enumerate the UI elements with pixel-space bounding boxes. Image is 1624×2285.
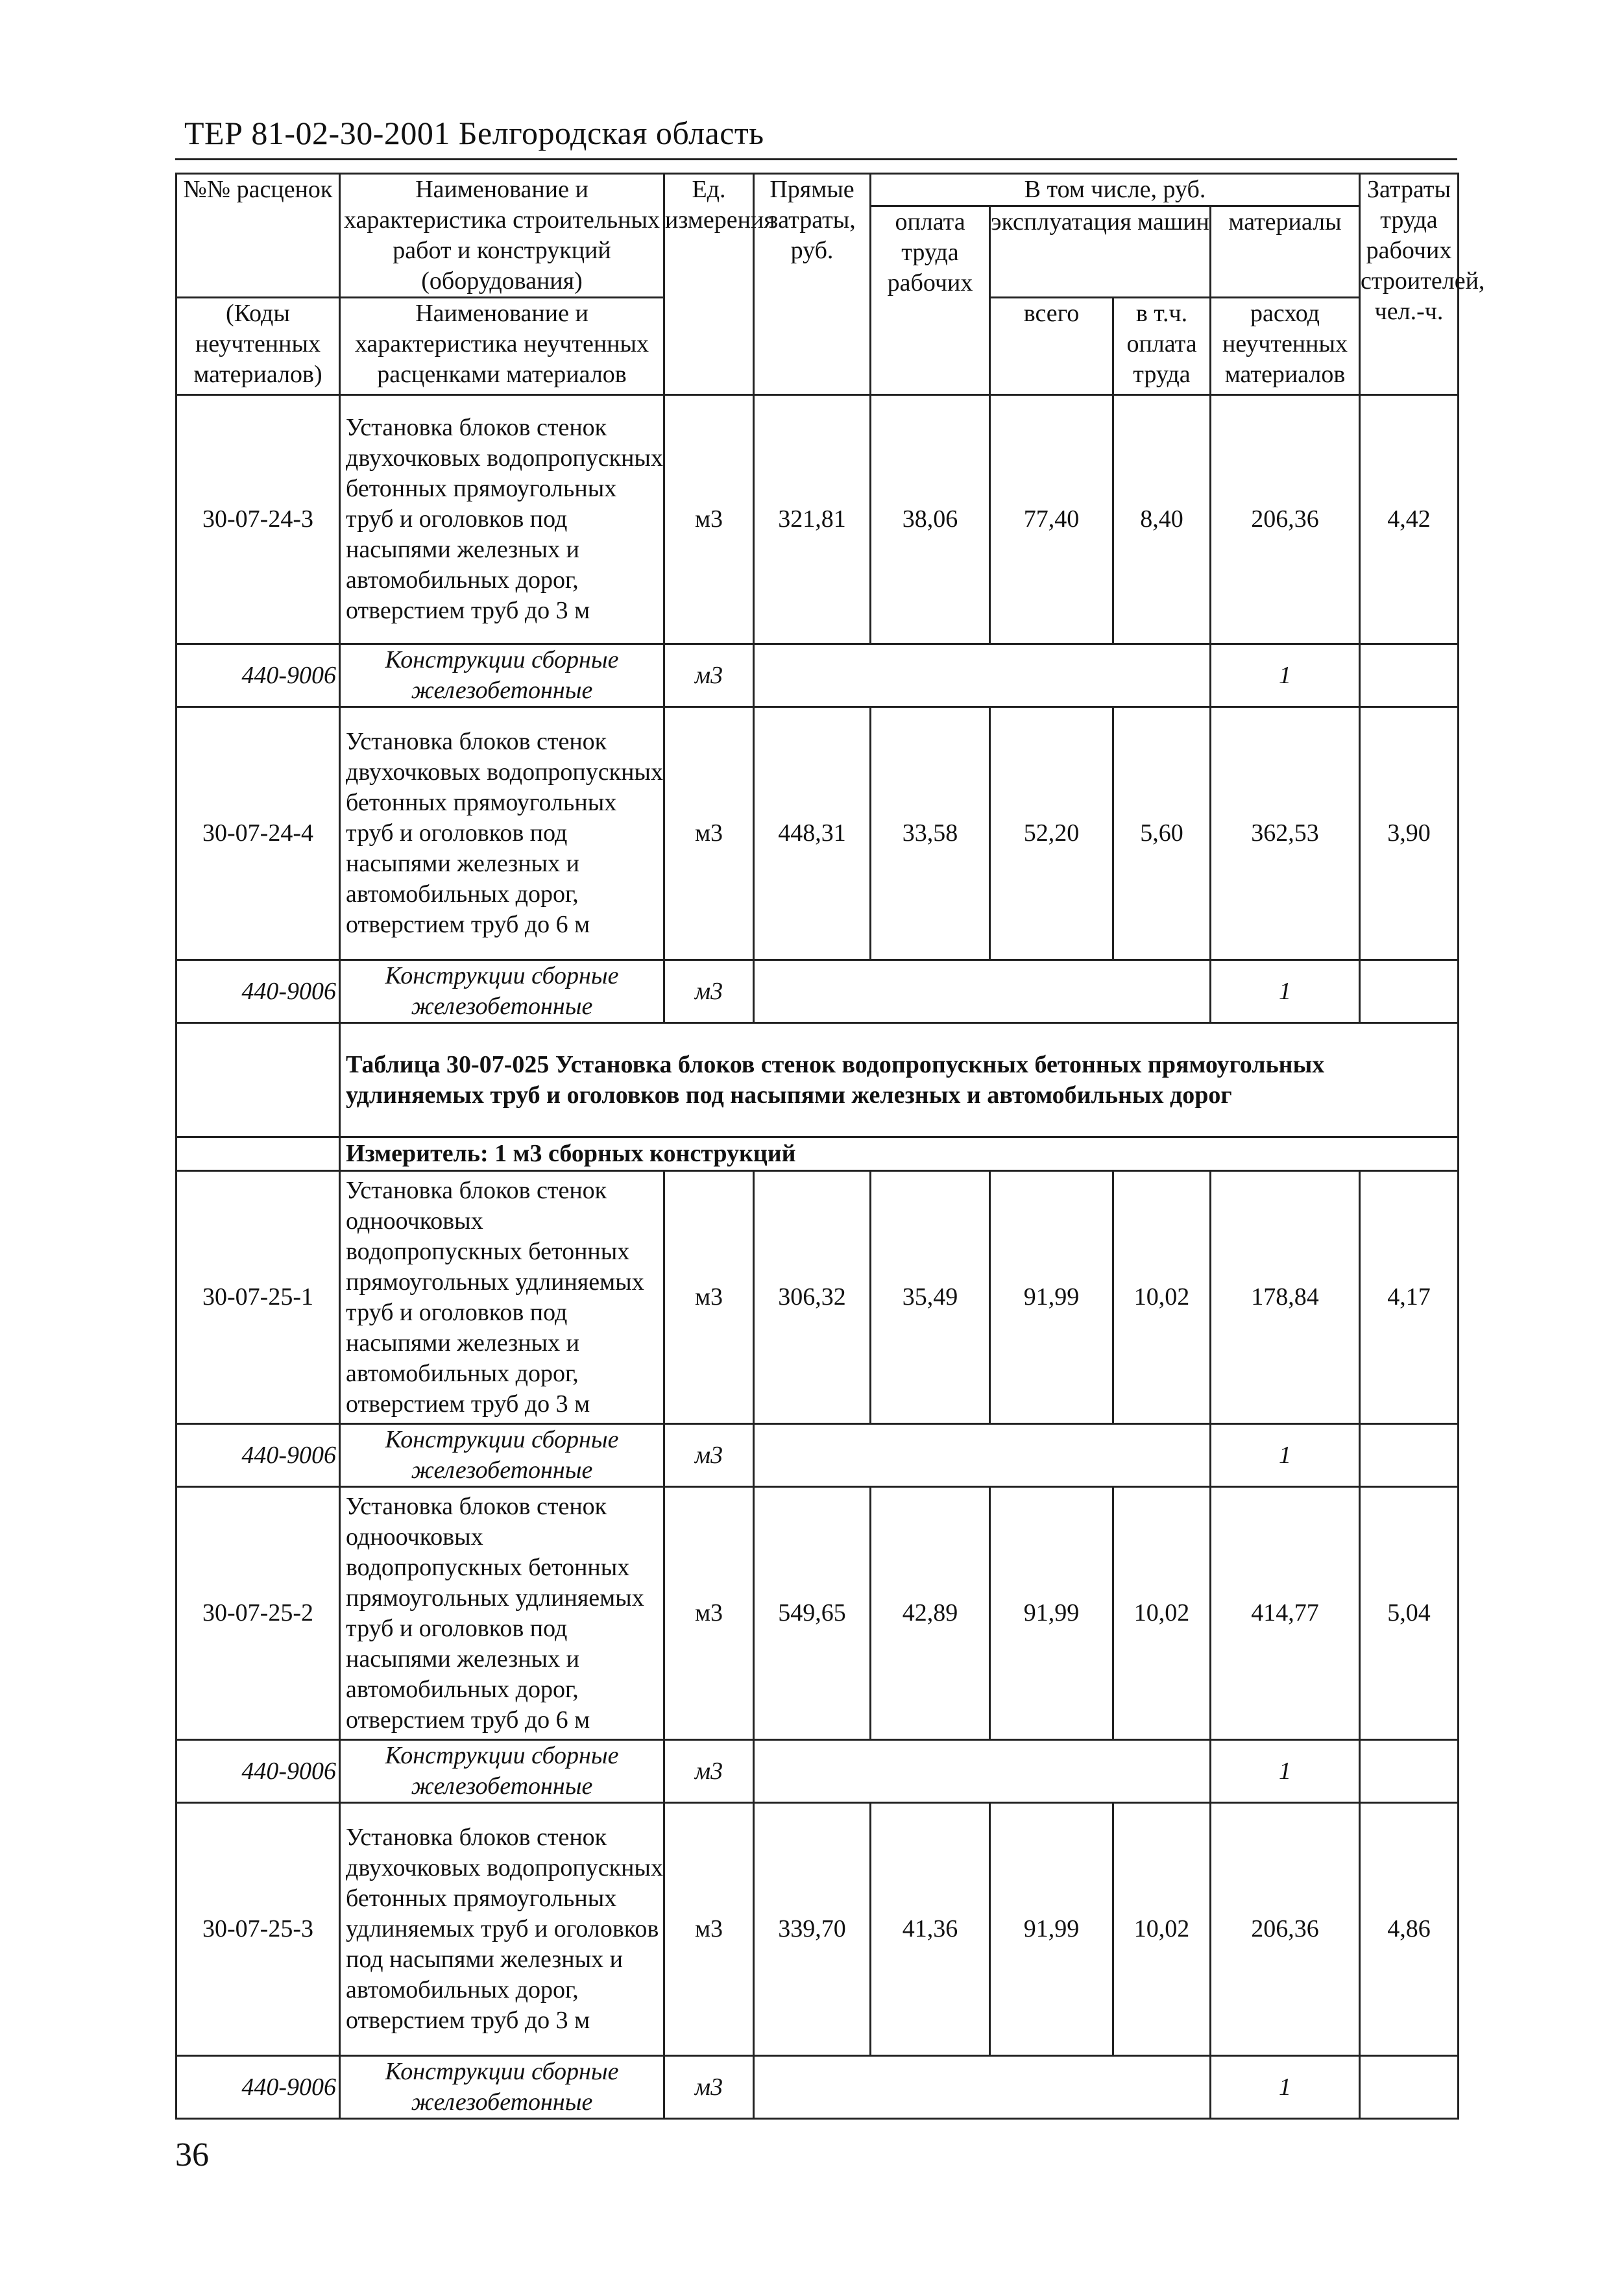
material-row <box>176 1424 1459 1487</box>
col-header-code: №№ расценок <box>176 174 340 298</box>
row-materials: 206,36 <box>1211 1803 1360 2056</box>
col-header-materials: материалы <box>1211 206 1360 298</box>
material-qty: 1 <box>1211 1740 1360 1803</box>
material-labor-empty <box>1360 1424 1459 1487</box>
material-labor-empty <box>1360 1740 1459 1803</box>
material-code: 440-9006 <box>176 1424 340 1487</box>
material-row <box>176 2056 1459 2119</box>
row-name: Установка блоков стенок двухочковых водопропускных бетонных прямоугольных труб и оголовков под насыпями железных и автомобильных дорог, отверстием труб до 6 м <box>340 707 664 960</box>
material-labor-empty <box>1360 960 1459 1023</box>
row-wages: 33,58 <box>871 707 990 960</box>
table-row <box>176 1803 1459 2056</box>
row-name: Установка блоков стенок одноочковых водопропускных бетонных прямоугольных удлиняемых труб и оголовков под насыпями железных и автомобильных дорог, отверстием труб до 3 м <box>340 1171 664 1424</box>
row-direct: 549,65 <box>754 1487 871 1740</box>
row-name: Установка блоков стенок одноочковых водопропускных бетонных прямоугольных удлиняемых труб и оголовков под насыпями железных и автомобильных дорог, отверстием труб до 6 м <box>340 1487 664 1740</box>
material-row <box>176 1740 1459 1803</box>
material-labor-empty <box>1360 644 1459 707</box>
material-unit: м3 <box>664 644 754 707</box>
row-unit: м3 <box>664 1171 754 1424</box>
col-header-code-alt: (Коды неучтенных материалов) <box>176 298 340 395</box>
row-wages: 35,49 <box>871 1171 990 1424</box>
row-wages: 42,89 <box>871 1487 990 1740</box>
row-machines: 52,20 <box>990 707 1113 960</box>
row-machines-wages: 5,60 <box>1113 707 1211 960</box>
row-code: 30-07-25-2 <box>176 1487 340 1740</box>
row-direct: 306,32 <box>754 1171 871 1424</box>
table-row <box>176 1487 1459 1740</box>
material-name: Конструкции сборные железобетонные <box>340 1740 664 1803</box>
col-header-materials-alt: расход неучтенных материалов <box>1211 298 1360 395</box>
material-name: Конструкции сборные железобетонные <box>340 960 664 1023</box>
row-code: 30-07-24-4 <box>176 707 340 960</box>
material-labor-empty <box>1360 2056 1459 2119</box>
row-unit: м3 <box>664 707 754 960</box>
material-code: 440-9006 <box>176 644 340 707</box>
col-header-incl: В том числе, руб. <box>871 174 1360 206</box>
row-direct: 339,70 <box>754 1803 871 2056</box>
material-empty <box>754 2056 1211 2119</box>
col-header-labor: Затраты труда рабочих строителей, чел.-ч. <box>1360 174 1459 395</box>
row-name: Установка блоков стенок двухочковых водопропускных бетонных прямоугольных труб и оголовков под насыпями железных и автомобильных дорог, отверстием труб до 3 м <box>340 395 664 644</box>
row-wages: 41,36 <box>871 1803 990 2056</box>
col-header-direct: Прямые затраты, руб. <box>754 174 871 395</box>
row-unit: м3 <box>664 395 754 644</box>
material-qty: 1 <box>1211 2056 1360 2119</box>
section-title: Таблица 30-07-025 Установка блоков стенок водопропускных бетонных прямоугольных удлиняемых труб и оголовков под насыпями железных и автомобильных дорог <box>340 1023 1459 1137</box>
material-code: 440-9006 <box>176 2056 340 2119</box>
material-empty <box>754 1740 1211 1803</box>
material-qty: 1 <box>1211 644 1360 707</box>
row-labor: 4,42 <box>1360 395 1459 644</box>
material-empty <box>754 960 1211 1023</box>
col-header-wages: оплата труда рабочих <box>871 206 990 395</box>
material-code: 440-9006 <box>176 960 340 1023</box>
material-unit: м3 <box>664 1740 754 1803</box>
row-code: 30-07-24-3 <box>176 395 340 644</box>
material-empty <box>754 644 1211 707</box>
material-qty: 1 <box>1211 960 1360 1023</box>
material-name: Конструкции сборные железобетонные <box>340 644 664 707</box>
price-table <box>175 173 1485 2120</box>
material-name: Конструкции сборные железобетонные <box>340 1424 664 1487</box>
row-unit: м3 <box>664 1803 754 2056</box>
measurer-label: Измеритель: 1 м3 сборных конструкций <box>340 1137 1459 1171</box>
row-materials: 362,53 <box>1211 707 1360 960</box>
material-unit: м3 <box>664 960 754 1023</box>
material-qty: 1 <box>1211 1424 1360 1487</box>
row-machines: 77,40 <box>990 395 1113 644</box>
row-code: 30-07-25-1 <box>176 1171 340 1424</box>
col-header-unit: Ед. измерения <box>664 174 754 395</box>
measurer-empty-cell <box>176 1137 340 1171</box>
row-wages: 38,06 <box>871 395 990 644</box>
measurer-row <box>176 1137 1459 1171</box>
row-labor: 3,90 <box>1360 707 1459 960</box>
row-materials: 206,36 <box>1211 395 1360 644</box>
material-unit: м3 <box>664 1424 754 1487</box>
table-row <box>176 1171 1459 1424</box>
row-materials: 414,77 <box>1211 1487 1360 1740</box>
col-header-machines-wages: в т.ч. оплата труда <box>1113 298 1211 395</box>
row-unit: м3 <box>664 1487 754 1740</box>
row-machines-wages: 10,02 <box>1113 1487 1211 1740</box>
material-code: 440-9006 <box>176 1740 340 1803</box>
row-code: 30-07-25-3 <box>176 1803 340 2056</box>
material-name: Конструкции сборные железобетонные <box>340 2056 664 2119</box>
row-machines: 91,99 <box>990 1171 1113 1424</box>
page-number: 36 <box>175 2136 209 2173</box>
material-row <box>176 960 1459 1023</box>
row-direct: 448,31 <box>754 707 871 960</box>
row-machines: 91,99 <box>990 1803 1113 2056</box>
row-machines-wages: 10,02 <box>1113 1803 1211 2056</box>
row-machines: 91,99 <box>990 1487 1113 1740</box>
row-machines-wages: 8,40 <box>1113 395 1211 644</box>
row-name: Установка блоков стенок двухочковых водопропускных бетонных прямоугольных удлиняемых труб и оголовков под насыпями железных и автомобильных дорог, отверстием труб до 3 м <box>340 1803 664 2056</box>
table-row <box>176 395 1459 644</box>
row-materials: 178,84 <box>1211 1171 1360 1424</box>
header-rule <box>175 158 1457 160</box>
material-row <box>176 644 1459 707</box>
material-empty <box>754 1424 1211 1487</box>
col-header-name: Наименование и характеристика строительных работ и конструкций (оборудования) <box>340 174 664 298</box>
row-labor: 5,04 <box>1360 1487 1459 1740</box>
row-machines-wages: 10,02 <box>1113 1171 1211 1424</box>
col-header-machines: эксплуатация машин <box>990 206 1211 298</box>
col-header-name-alt: Наименование и характеристика неучтенных расценками материалов <box>340 298 664 395</box>
row-labor: 4,86 <box>1360 1803 1459 2056</box>
row-labor: 4,17 <box>1360 1171 1459 1424</box>
section-row <box>176 1023 1459 1137</box>
row-direct: 321,81 <box>754 395 871 644</box>
section-empty-cell <box>176 1023 340 1137</box>
col-header-machines-total: всего <box>990 298 1113 395</box>
material-unit: м3 <box>664 2056 754 2119</box>
page-header-title: ТЕР 81-02-30-2001 Белгородская область <box>184 115 764 151</box>
table-row <box>176 707 1459 960</box>
